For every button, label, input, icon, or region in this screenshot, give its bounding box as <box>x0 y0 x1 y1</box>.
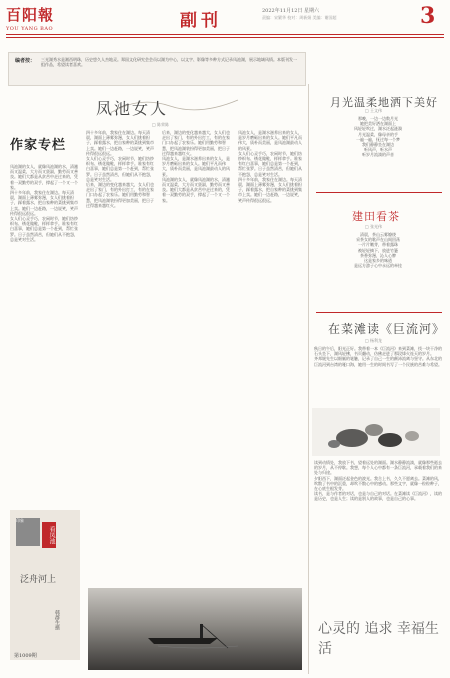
essay-body-bottom <box>314 460 442 610</box>
article-paragraph: 女人们心灵手巧，农闲时节，她们纺纱织布、绣花做鞋，样样拿手。谁家有红白喜事，她们总是第一个赶到，帮忙张罗。日子虽然清苦，但她们从不抱怨，总是笑对生活。 <box>238 150 302 177</box>
poem-line: 听风声，听水声 <box>364 147 392 153</box>
editor-note-label: 编者按： <box>15 58 36 64</box>
editor-note-text: 三光湖秀水是湘西明珠，历史悠久人杰地灵。郑国文化研究会会员以湖为中心，以文字、影像等多种方式记录凤池湖，展示地域风情。本版刊发一组作品，希望读者喜欢。 <box>41 57 297 68</box>
poem-line: 一片片嫩芽，带着露珠 <box>358 242 398 248</box>
essay-body-top <box>314 346 442 408</box>
poem-line: 那晚，一边一边数月光 <box>358 116 398 121</box>
article-column-2 <box>86 130 156 580</box>
logo-text: 百阳報 <box>6 6 55 24</box>
article-paragraph: 凤池女人，是湖水滋养出来的女人，是岁月磨砺出来的女人。她们平凡而伟大，质朴而美丽，是凤池湖最动人的风景。 <box>238 130 302 151</box>
newspaper-logo <box>6 4 58 32</box>
photo-title: 泛舟河上 <box>20 575 57 585</box>
photo-author: 韩群生摄 <box>54 610 60 630</box>
article-title: 凤池女人 <box>96 99 169 118</box>
poem-line: 她把美好洒在湖面上 <box>360 121 396 127</box>
essay-paragraph: 齐邦媛先生以细腻的笔触，记录了自己一生的颠沛流离与坚守。从东北的巨流河到台湾的哑口海，她用一生的时间书写了一个民族的苦难与希望。 <box>314 356 442 367</box>
article-column-1 <box>10 164 80 494</box>
article-paragraph: 女人们心灵手巧，农闲时节，她们纺纱织布、绣花做鞋，样样拿手。谁家有红白喜事，她们总是第一个赶到，帮忙张罗。日子虽然清苦，但她们从不抱怨，总是笑对生活。 <box>86 156 154 182</box>
poem-title: 建田看茶 <box>352 210 400 223</box>
issue-date: 2022年11月12日 星期六 <box>262 8 320 14</box>
poem-line: 我们静静坐在湖边 <box>362 142 394 148</box>
column-separator <box>308 84 309 674</box>
poem-body <box>318 232 438 304</box>
poem-line: 茶香弥漫，沁人心脾 <box>360 252 396 258</box>
feature-tag: 看凤池 <box>42 522 56 548</box>
stones-photo <box>312 408 440 456</box>
article-paragraph: 四十多年前，我家住在湖边。每天清晨，湖面上薄雾弥漫，女人们挑着担子，踩着露水，把自家种的菜挑到集市上卖。她们一边赶路，一边说笑，笑声传得很远很远。 <box>238 176 302 203</box>
article-column-3 <box>162 130 232 580</box>
poem-author: □ 王文伟 <box>365 108 383 113</box>
article-author: □ 陈荣陈 <box>152 122 170 127</box>
poem-line: 是远方游子心中永远的牵挂 <box>354 263 402 269</box>
poem-line: 月光温柔，像母亲的手 <box>358 131 398 137</box>
essay-author: □ 杨利龙 <box>365 338 383 343</box>
essay-paragraph: 读书，是与作者的对话，也是与自己的对话。在菜滩读《巨流河》，读的是历史，也是人生；读的是别人的故事，也是自己的心事。 <box>314 491 442 502</box>
header-rule-thin <box>6 37 444 38</box>
poem-line: 这是家乡的味道 <box>364 258 392 264</box>
editor-credits: 责编：宋繁华 校对：周新娟 美编：谢国超 <box>262 15 337 20</box>
poem-line: 一遍一遍，抚过每一个梦 <box>356 136 400 142</box>
poem-line: 采茶女的歌声在山间回荡 <box>356 237 400 243</box>
feature-stamp: 印象 <box>16 518 40 546</box>
article-paragraph: 后来，湖边的变化越来越大，女人们也走出了家门，有的外出打工，有的在家门口办起了农家乐。她们用勤劳和智慧，把凤池湖装扮得更加美丽，把日子过得越来越红火。 <box>162 130 230 156</box>
poem-body <box>318 116 438 180</box>
essay-paragraph: 夕阳西下，湖面泛起金色的波光。我合上书，久久不愿离去。菜滩的风，吹散了书中的沉重，却吹不散心中的感动。那些文字，就像一粒粒种子，在心底生根发芽。 <box>314 475 442 492</box>
article-paragraph: 女人们心灵手巧，农闲时节，她们纺纱织布、绣花做鞋，样样拿手。谁家有红白喜事，她们总是第一个赶到，帮忙张罗。日子虽然清苦，但她们从不抱怨，总是笑对生活。 <box>10 216 78 242</box>
poem-title: 月光温柔地洒下美好 <box>330 96 438 109</box>
article-paragraph: 凤池湖的女人，就像凤池湖的水，清澈而又温柔，大方而又贤淑，勤劳而又善良。她们大都是从贫苦中走过来的，凭着一双勤劳的双手，撑起了一个又一个家。 <box>162 176 230 203</box>
poem-line: 被轻轻摘下，放进竹篓 <box>358 247 398 253</box>
logo-subtext: YOU YANG BAO <box>6 26 54 32</box>
article-paragraph: 凤池女人，是湖水滋养出来的女人，是岁月磨砺出来的女人。她们平凡而伟大，质朴而美丽，是凤池湖最动人的风景。 <box>162 156 230 177</box>
article-paragraph: 后来，湖边的变化越来越大，女人们也走出了家门，有的外出打工，有的在家门口办起了农家乐。她们用勤劳和智慧，把凤池湖装扮得更加美丽，把日子过得越来越红火。 <box>86 182 154 208</box>
article-paragraph: 四十多年前，我家住在湖边。每天清晨，湖面上薄雾弥漫，女人们挑着担子，踩着露水，把自家种的菜挑到集市上卖。她们一边赶路，一边说笑，笑声传得很远很远。 <box>86 130 154 156</box>
poem-line: 风轻轻吹过，湖水泛起涟漪 <box>354 126 402 132</box>
page-number: 3 <box>420 3 436 29</box>
article-paragraph: 四十多年前，我家住在湖边。每天清晨，湖面上薄雾弥漫，女人们挑着担子，踩着露水，把自家种的菜挑到集市上卖。她们一边赶路，一边说笑，笑声传得很远很远。 <box>10 190 78 216</box>
article-column-4 <box>238 130 304 580</box>
poem-line: 清晨，茶山云雾缭绕 <box>360 232 396 237</box>
lake-boat-photo <box>88 588 302 670</box>
header-rule <box>6 34 444 35</box>
essay-paragraph: 秋日的午后，阳光正好。我带着一本《巨流河》来到菜滩，找一块干净的石头坐下，湖风轻拂，书页翻动，仿佛走进了那段烽火连天的岁月。 <box>314 346 442 357</box>
poem-author: □ 张光伟 <box>365 224 383 229</box>
section-divider <box>316 312 442 313</box>
section-title: 副刊 <box>180 11 222 31</box>
columnist-banner <box>10 134 82 160</box>
essay-title: 在菜滩读《巨流河》 <box>328 322 446 336</box>
columnist-banner-text: 作家专栏 <box>10 138 67 153</box>
photo-feature-box <box>10 510 80 660</box>
calligraphy-artwork: 心灵的 追求 幸福生活 <box>318 621 439 657</box>
poem-line: 听岁月流淌的声音 <box>362 152 394 158</box>
section-divider <box>316 192 442 193</box>
essay-paragraph: 读到动情处，我放下书，望着远处的湖面。湖水静静流淌，就像那些逝去的岁月，从不停歇。我想，每个人心中都有一条巨流河，承载着我们的来处与归途。 <box>314 460 442 476</box>
editor-note <box>8 52 306 86</box>
article-paragraph: 凤池湖的女人，就像凤池湖的水，清澈而又温柔，大方而又贤淑，勤劳而又善良。她们大都是从贫苦中走过来的，凭着一双勤劳的双手，撑起了一个又一个家。 <box>10 164 78 190</box>
issue-number: 第1009期 <box>14 653 37 659</box>
